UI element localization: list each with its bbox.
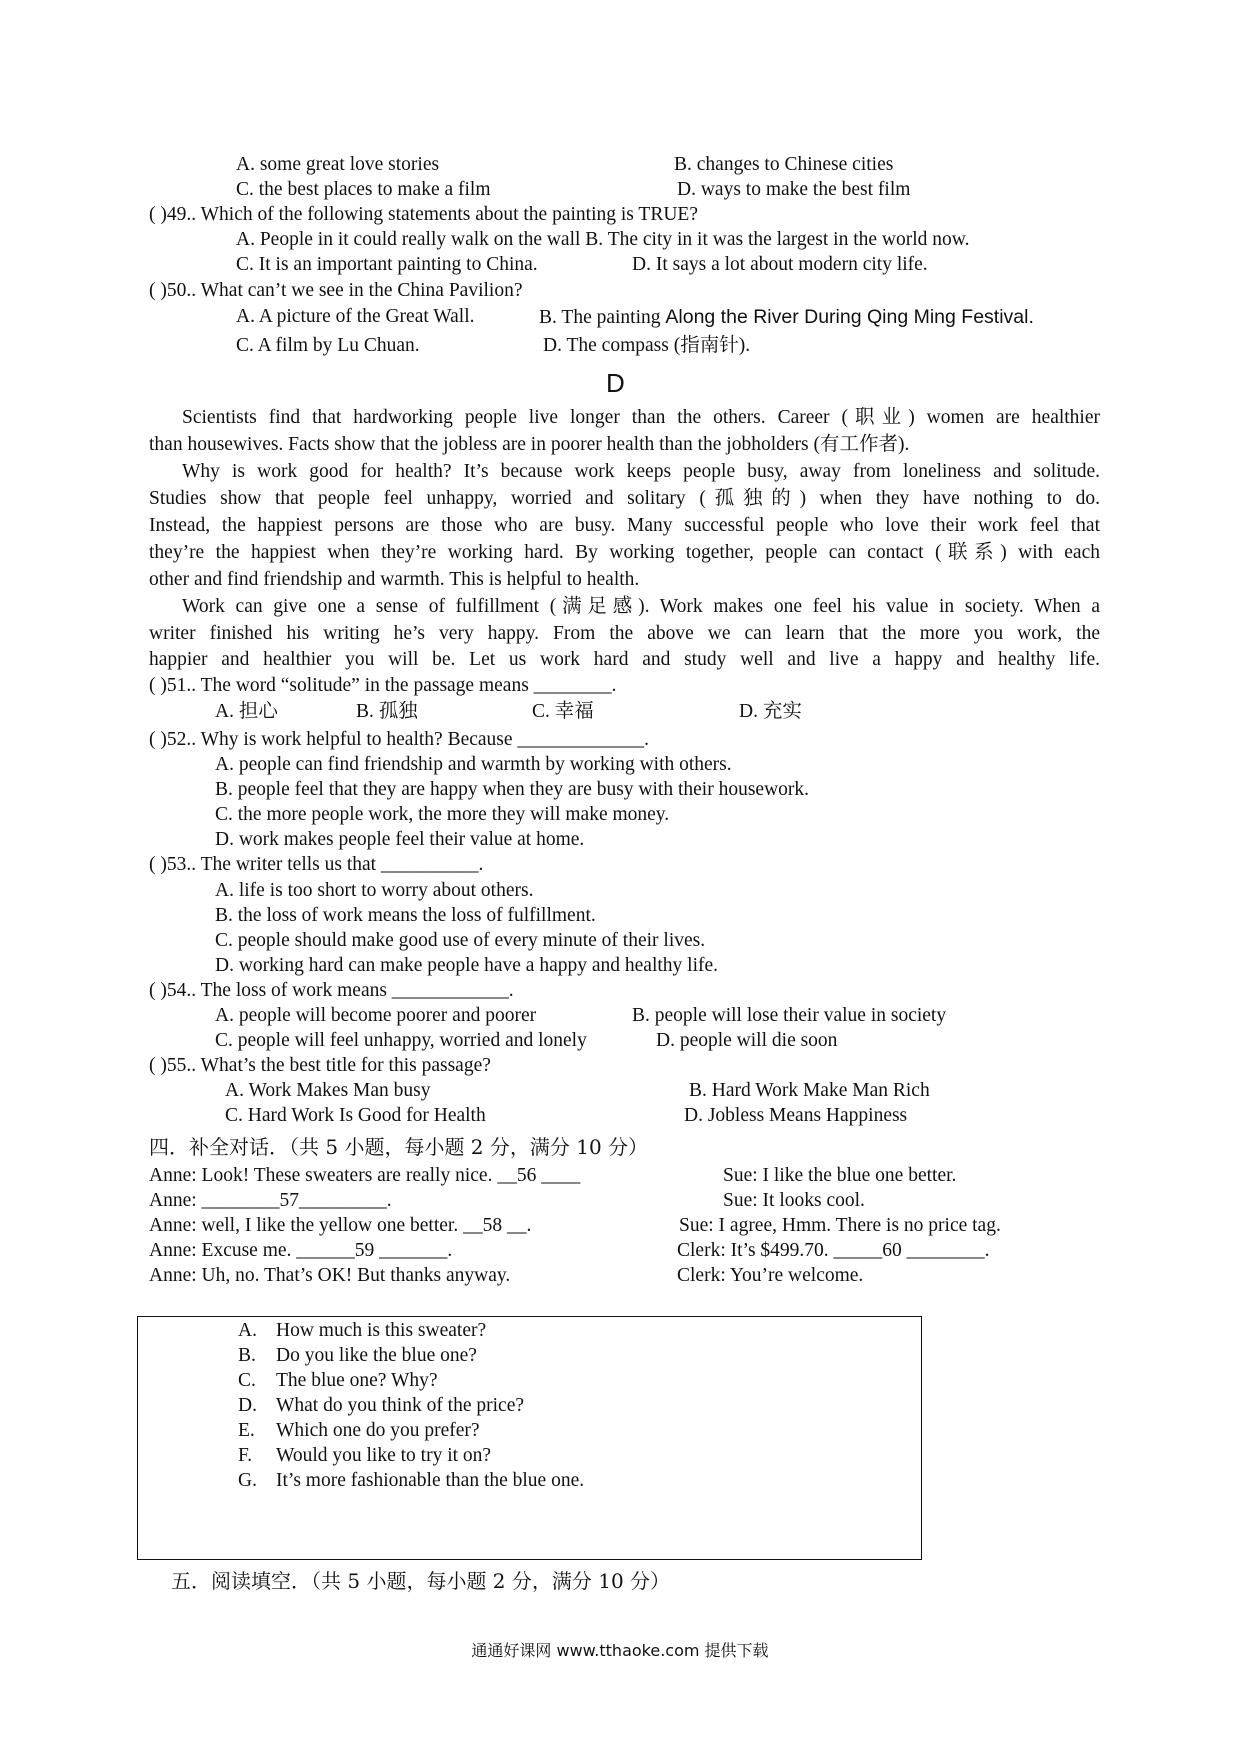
q48-option-b: B. changes to Chinese cities <box>674 154 894 175</box>
q53-option-a: A. life is too short to worry about others. <box>215 880 534 901</box>
q50-option-b-prefix: B. The painting <box>539 307 666 328</box>
dialog-option-text: It’s more fashionable than the blue one. <box>276 1470 585 1491</box>
q52-stem: ( )52.. Why is work helpful to health? Because _____________. <box>149 729 650 750</box>
q53-option-c: C. people should make good use of every minute of their lives. <box>215 930 706 951</box>
passage-p2-line5: other and find friendship and warmth. This is helpful to health. <box>149 569 640 590</box>
dialog-option-text: The blue one? Why? <box>276 1370 438 1391</box>
q50-option-c: C. A film by Lu Chuan. <box>236 335 420 356</box>
q51-option-c: C. 幸福 <box>532 701 594 722</box>
section-d-heading: D <box>606 368 625 398</box>
dialog-line-right: Clerk: You’re welcome. <box>677 1265 864 1286</box>
section4-heading: 四．补全对话．（共 5 小题，每小题 2 分，满分 10 分） <box>149 1135 649 1159</box>
section5-heading: 五．阅读填空．（共 5 小题，每小题 2 分，满分 10 分） <box>171 1569 671 1593</box>
q55-option-d: D. Jobless Means Happiness <box>684 1105 908 1126</box>
dialog-line-left: Anne: Look! These sweaters are really nice. __56 ____ <box>149 1165 581 1186</box>
passage-p2-line1: Why is work good for health? It’s because work keeps people busy, away from loneliness and solitude. <box>182 461 1100 482</box>
q50-painting-title: Along the River During Qing Ming Festival. <box>665 306 1034 328</box>
q51-option-a: A. 担心 <box>215 701 278 722</box>
q52-option-b: B. people feel that they are happy when they are busy with their housework. <box>215 779 810 800</box>
q54-stem: ( )54.. The loss of work means ____________. <box>149 980 514 1001</box>
q51-option-b: B. 孤独 <box>356 701 418 722</box>
dialog-line-left: Anne: Excuse me. ______59 _______. <box>149 1240 453 1261</box>
dialog-line-right: Sue: I agree, Hmm. There is no price tag. <box>679 1215 1001 1236</box>
dialog-option-letter: A. <box>238 1320 257 1341</box>
q53-stem: ( )53.. The writer tells us that __________. <box>149 854 484 875</box>
q52-option-c: C. the more people work, the more they will make money. <box>215 804 670 825</box>
dialog-option-text: Do you like the blue one? <box>276 1345 477 1366</box>
dialog-option-letter: B. <box>238 1345 256 1366</box>
dialog-option-letter: C. <box>238 1370 256 1391</box>
dialog-option-text: What do you think of the price? <box>276 1395 525 1416</box>
passage-p2-line3: Instead, the happiest persons are those who are busy. Many successful people who love their work feel that <box>149 515 1100 536</box>
q48-option-d: D. ways to make the best film <box>677 179 911 200</box>
q48-option-c: C. the best places to make a film <box>236 179 491 200</box>
passage-p2-line4: they’re the happiest when they’re working hard. By working together, people can contact (联系) with each <box>149 542 1100 563</box>
passage-p3-line2: writer finished his writing he’s very happy. From the above we can learn that the more you work, the <box>149 623 1100 644</box>
dialog-option-letter: D. <box>238 1395 257 1416</box>
passage-p3-line3: happier and healthier you will be. Let us work hard and study well and live a happy and healthy life. <box>149 649 1100 670</box>
dialog-option-letter: F. <box>238 1445 253 1466</box>
q54-option-c: C. people will feel unhappy, worried and lonely <box>215 1030 587 1051</box>
dialog-line-left: Anne: Uh, no. That’s OK! But thanks anyway. <box>149 1265 511 1286</box>
q52-option-a: A. people can find friendship and warmth by working with others. <box>215 754 732 775</box>
q49-stem: ( )49.. Which of the following statements about the painting is TRUE? <box>149 204 698 225</box>
q48-option-a: A. some great love stories <box>236 154 440 175</box>
q55-option-c: C. Hard Work Is Good for Health <box>225 1105 486 1126</box>
passage-p2-line2: Studies show that people feel unhappy, worried and solitary (孤独的) when they have nothing to do. <box>149 488 1100 509</box>
q53-option-d: D. working hard can make people have a happy and healthy life. <box>215 955 719 976</box>
q51-option-d: D. 充实 <box>739 701 802 722</box>
q50-option-d: D. The compass (指南针). <box>543 335 751 356</box>
dialog-line-left: Anne: ________57_________. <box>149 1190 392 1211</box>
dialog-line-right: Sue: It looks cool. <box>723 1190 865 1211</box>
q53-option-b: B. the loss of work means the loss of fulfillment. <box>215 905 596 926</box>
q51-stem: ( )51.. The word “solitude” in the passage means ________. <box>149 675 617 696</box>
dialog-line-right: Sue: I like the blue one better. <box>723 1165 957 1186</box>
passage-p1-line2: than housewives. Facts show that the jobless are in poorer health than the jobholders (有工作者). <box>149 434 910 455</box>
q49-option-c: C. It is an important painting to China. <box>236 254 538 275</box>
dialog-line-left: Anne: well, I like the yellow one better. __58 __. <box>149 1215 532 1236</box>
q52-option-d: D. work makes people feel their value at home. <box>215 829 585 850</box>
q55-option-b: B. Hard Work Make Man Rich <box>689 1080 930 1101</box>
q55-option-a: A. Work Makes Man busy <box>225 1080 431 1101</box>
q55-stem: ( )55.. What’s the best title for this passage? <box>149 1055 491 1076</box>
q54-option-a: A. people will become poorer and poorer <box>215 1005 537 1026</box>
q49-option-d: D. It says a lot about modern city life. <box>632 254 928 275</box>
dialog-line-right: Clerk: It’s $499.70. _____60 ________. <box>677 1240 990 1261</box>
dialog-option-letter: E. <box>238 1420 255 1441</box>
page-footer: 通通好课网 www.tthaoke.com 提供下载 <box>471 1641 769 1660</box>
q49-option-ab: A. People in it could really walk on the wall B. The city in it was the largest in the world now. <box>236 229 970 250</box>
q54-option-b: B. people will lose their value in society <box>632 1005 947 1026</box>
dialog-option-text: Which one do you prefer? <box>276 1420 480 1441</box>
q50-option-a: A. A picture of the Great Wall. <box>236 306 475 327</box>
q54-option-d: D. people will die soon <box>656 1030 838 1051</box>
dialog-option-text: How much is this sweater? <box>276 1320 487 1341</box>
passage-p3-line1: Work can give one a sense of fulfillment (满足感). Work makes one feel his value in society. When a <box>182 596 1100 617</box>
dialog-option-text: Would you like to try it on? <box>276 1445 492 1466</box>
q50-option-b <box>539 305 1034 330</box>
passage-p1-line1: Scientists find that hardworking people live longer than the others. Career (职业) women are healthier <box>182 407 1100 428</box>
q50-stem: ( )50.. What can’t we see in the China Pavilion? <box>149 280 523 301</box>
dialog-option-letter: G. <box>238 1470 257 1491</box>
